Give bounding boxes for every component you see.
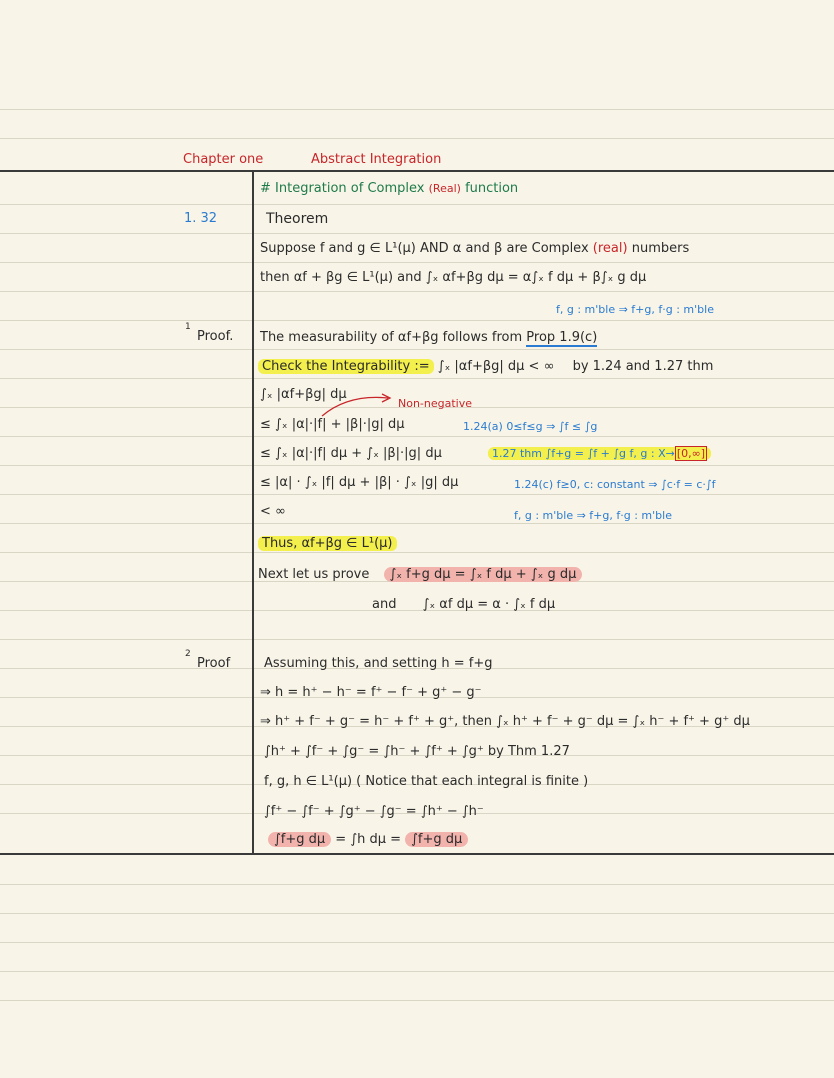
- check-integrability-expr: ∫ₓ |αf+βg| dμ < ∞: [437, 359, 555, 374]
- section-heading: [260, 181, 518, 197]
- section-heading-prefix: # Integration of Complex: [260, 181, 425, 196]
- thus-highlight: Thus, αf+βg ∈ L¹(μ): [258, 536, 397, 551]
- next-equation: ∫ₓ f+g dμ = ∫ₓ f dμ + ∫ₓ g dμ: [384, 567, 583, 582]
- proof-1-step-2-note: [488, 446, 711, 462]
- theorem-label: Theorem: [266, 211, 329, 227]
- section-heading-real: (Real): [428, 182, 461, 195]
- step-2-note-range: [0,∞]: [676, 447, 706, 460]
- theorem-note: f, g : m'ble ⇒ f+g, f·g : m'ble: [556, 303, 714, 316]
- proof-1-thus: [258, 536, 397, 552]
- proof-1-step-4-note: f, g : m'ble ⇒ f+g, f·g : m'ble: [514, 509, 672, 522]
- proof-2-line-6: ∫f⁺ − ∫f⁻ + ∫g⁺ − ∫g⁻ = ∫h⁺ − ∫h⁻: [264, 804, 484, 819]
- theorem-line-1-suffix: numbers: [631, 241, 690, 256]
- page-title: Abstract Integration: [311, 152, 442, 167]
- line-7-right-highlight: ∫f+g dμ: [405, 832, 468, 847]
- theorem-line-1: [260, 241, 689, 257]
- proof-2-line-5: f, g, h ∈ L¹(μ) ( Notice that each integral is finite ): [264, 774, 589, 789]
- proof-1-line-1: [260, 330, 597, 346]
- footer-divider: [0, 853, 834, 855]
- theorem-number: 1. 32: [184, 211, 218, 226]
- proof-1-lhs: ∫ₓ |αf+βg| dμ: [260, 387, 347, 402]
- proof-2-line-2: ⇒ h = h⁺ − h⁻ = f⁺ − f⁻ + g⁺ − g⁻: [260, 685, 482, 700]
- section-heading-suffix: function: [465, 181, 519, 196]
- proof-1-label: Proof.: [197, 329, 234, 344]
- proof-2-line-1: Assuming this, and setting h = f+g: [264, 656, 493, 671]
- proof-2-label: Proof: [197, 656, 231, 671]
- proof-1-marker: 1: [185, 322, 191, 332]
- non-negative-annotation: Non-negative: [398, 397, 473, 410]
- and-label: and: [372, 597, 397, 612]
- proof-1-prop-ref: Prop 1.9(c): [526, 330, 598, 345]
- proof-1-next: [258, 567, 582, 583]
- proof-2-line-3-b: , then ∫ₓ h⁺ + f⁻ + g⁻ dμ = ∫ₓ h⁻ + f⁺ + g⁺ dμ: [454, 714, 750, 729]
- proof-1-line-1-prefix: The measurability of αf+βg follows from: [260, 330, 523, 345]
- proof-1-step-3-note: 1.24(c) f≥0, c: constant ⇒ ∫c·f = c·∫f: [514, 478, 716, 491]
- theorem-line-1-prefix: Suppose f and g ∈ L¹(μ) AND α and β are Complex: [260, 241, 589, 256]
- proof-2-line-3: [260, 714, 750, 730]
- proof-2-marker: 2: [185, 649, 191, 659]
- step-2-note-prefix: 1.27 thm ∫f+g = ∫f + ∫g f, g : X→: [492, 447, 675, 460]
- proof-1-step-1: ≤ ∫ₓ |α|·|f| + |β|·|g| dμ: [260, 417, 405, 432]
- step-2-note-highlight: [488, 447, 711, 460]
- and-equation: ∫ₓ αf dμ = α · ∫ₓ f dμ: [422, 597, 556, 612]
- margin-divider: [252, 170, 254, 854]
- proof-1-step-1-note: 1.24(a) 0≤f≤g ⇒ ∫f ≤ ∫g: [463, 420, 598, 433]
- theorem-line-1-real: (real): [592, 241, 628, 256]
- theorem-line-2: then αf + βg ∈ L¹(μ) and ∫ₓ αf+βg dμ = α∫ₓ f dμ + β∫ₓ g dμ: [260, 270, 647, 285]
- non-negative-arrow-icon: [318, 392, 398, 420]
- proof-1-check-line: [258, 359, 713, 375]
- chapter-label: Chapter one: [183, 152, 264, 167]
- proof-2-line-7: [268, 832, 468, 848]
- check-integrability-label: Check the Integrability :=: [258, 359, 434, 374]
- proof-2-line-3-a: ⇒ h⁺ + f⁻ + g⁻ = h⁻ + f⁺ + g⁺: [260, 714, 455, 729]
- line-7-middle: = ∫h dμ =: [335, 832, 402, 847]
- proof-1-step-3: ≤ |α| · ∫ₓ |f| dμ + |β| · ∫ₓ |g| dμ: [260, 475, 459, 490]
- header-divider: [0, 170, 834, 172]
- proof-1-and: [372, 597, 555, 613]
- proof-2-line-4: ∫h⁺ + ∫f⁻ + ∫g⁻ = ∫h⁻ + ∫f⁺ + ∫g⁺ by Thm 1.27: [264, 744, 570, 759]
- proof-1-step-4: < ∞: [260, 504, 286, 519]
- next-label: Next let us prove: [258, 567, 370, 582]
- line-7-left-highlight: ∫f+g dμ: [268, 832, 331, 847]
- check-integrability-ref: by 1.24 and 1.27 thm: [572, 359, 714, 374]
- proof-1-step-2: ≤ ∫ₓ |α|·|f| dμ + ∫ₓ |β|·|g| dμ: [260, 446, 442, 461]
